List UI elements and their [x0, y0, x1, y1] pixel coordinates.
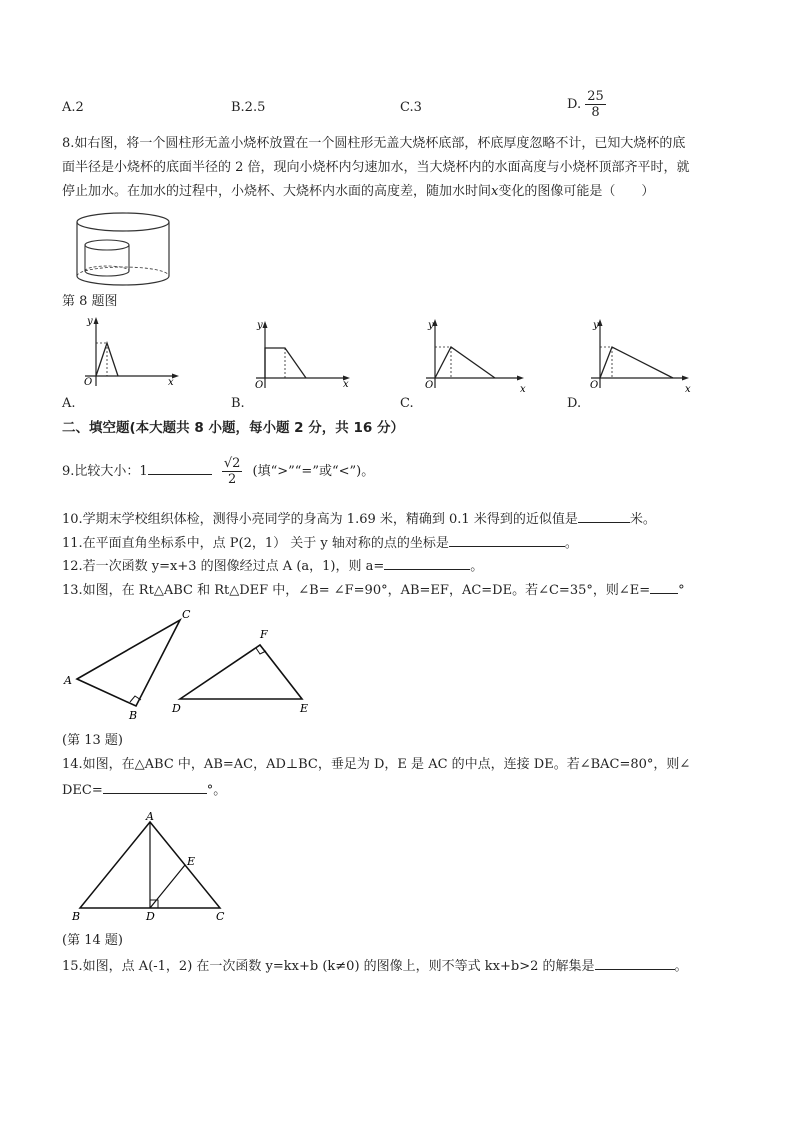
fraction-numerator: √2 — [223, 456, 241, 471]
q11-end: 。 — [564, 536, 578, 551]
label-b: B — [129, 709, 138, 722]
q15-end: 。 — [674, 959, 688, 974]
q9-fraction — [222, 456, 243, 487]
label-b: B — [72, 910, 81, 923]
label-d: D — [146, 910, 155, 923]
q9-text — [62, 452, 374, 492]
q8-option-a: A. — [62, 396, 76, 411]
origin-label: O — [590, 380, 599, 391]
q11-text — [62, 534, 578, 552]
q8-text-line3 — [62, 184, 654, 200]
label-c: C — [216, 910, 225, 923]
q8-text-line2: 面半径是小烧杯的底面半径的 2 倍，现向小烧杯内匀速加水，当大烧杯内的水面高度与小烧杯顶部齐平时，就 — [62, 160, 690, 175]
q8-option-c: C. — [400, 396, 414, 411]
q10-answer-blank[interactable] — [578, 510, 630, 523]
q8-graph-d — [585, 316, 700, 398]
x-axis-label: x — [168, 377, 174, 388]
q13-answer-blank[interactable] — [650, 581, 678, 594]
q14-prefix: DEC= — [62, 783, 103, 798]
q8-option-b: B. — [231, 396, 245, 411]
q13-body: 13.如图，在 Rt△ABC 和 Rt△DEF 中，∠B= ∠F=90°，AB=EF，AC=DE。若∠C=35°，则∠E= — [62, 583, 651, 598]
q15-answer-blank[interactable] — [595, 957, 675, 970]
q8-variable-x: x — [491, 184, 499, 199]
y-axis-label: y — [87, 316, 93, 327]
q8-text-line3-a: 停止加水。在加水的过程中，小烧杯、大烧杯内水面的高度差，随加水时间 — [62, 184, 492, 199]
q7-option-d-label: D. — [567, 97, 582, 112]
q14-caption: (第 14 题) — [62, 933, 123, 948]
q8-graph-b — [250, 318, 360, 398]
q9-suffix: (填“>”“=”或“<”)。 — [252, 464, 375, 479]
q12-text — [62, 557, 483, 575]
q12-body: 12.若一次函数 y=x+3 的图像经过点 A (a，1)，则 a= — [62, 559, 385, 574]
q7-option-d-fraction — [585, 89, 606, 120]
q10-text — [62, 510, 656, 528]
section-heading: 二、填空题(本大题共 8 小题，每小题 2 分，共 16 分） — [62, 420, 404, 436]
q14-answer-blank[interactable] — [103, 781, 207, 794]
q13-triangles-figure — [60, 604, 330, 722]
q7-option-a: A.2 — [62, 100, 84, 115]
q9-answer-blank[interactable] — [148, 462, 212, 475]
label-d: D — [172, 702, 181, 715]
origin-label: O — [425, 380, 434, 391]
q8-graph-c — [420, 316, 532, 398]
label-a: A — [146, 810, 154, 823]
q14-triangle-figure — [66, 808, 236, 926]
q8-graph-a — [75, 314, 185, 396]
q13-caption: (第 13 题) — [62, 733, 123, 748]
q11-answer-blank[interactable] — [449, 534, 565, 547]
q9-prefix: 9.比较大小：1 — [62, 464, 148, 479]
fraction-denominator: 2 — [227, 472, 237, 487]
q8-text-line3-b: 变化的图像可能是（ ） — [498, 184, 655, 199]
q7-option-d — [567, 89, 606, 120]
label-f: F — [260, 628, 268, 641]
origin-label: O — [255, 380, 264, 391]
origin-label: O — [84, 377, 93, 388]
x-axis-label: x — [520, 384, 526, 395]
q15-body: 15.如图，点 A(-1，2) 在一次函数 y=kx+b (k≠0) 的图像上，则不等式 kx+b>2 的解集是 — [62, 959, 595, 974]
fraction-numerator: 25 — [587, 89, 604, 104]
q13-end: ° — [678, 583, 685, 598]
x-axis-label: x — [685, 384, 691, 395]
q14-text-line2 — [62, 781, 226, 799]
y-axis-label: y — [593, 320, 599, 331]
q12-end: 。 — [470, 559, 484, 574]
q8-beaker-figure — [72, 208, 174, 292]
label-c: C — [182, 608, 191, 621]
q11-body: 11.在平面直角坐标系中，点 P(2，1） 关于 y 轴对称的点的坐标是 — [62, 536, 449, 551]
x-axis-label: x — [343, 379, 349, 390]
label-e: E — [187, 855, 196, 868]
q15-text — [62, 957, 688, 975]
q8-option-d: D. — [567, 396, 582, 411]
q7-option-c: C.3 — [400, 100, 422, 115]
fraction-denominator: 8 — [591, 105, 600, 120]
q10-unit: 米。 — [629, 512, 656, 527]
y-axis-label: y — [428, 320, 434, 331]
label-a: A — [64, 674, 72, 687]
y-axis-label: y — [257, 320, 263, 331]
q10-body: 10.学期末学校组织体检，测得小亮同学的身高为 1.69 米，精确到 0.1 米得到的近似值是 — [62, 512, 578, 527]
q7-option-b: B.2.5 — [231, 100, 266, 115]
q13-text — [62, 581, 685, 599]
q8-figure-caption: 第 8 题图 — [62, 294, 118, 309]
label-e: E — [300, 702, 309, 715]
q12-answer-blank[interactable] — [384, 557, 470, 570]
q14-text-line1: 14.如图，在△ABC 中，AB=AC，AD⊥BC，垂足为 D，E 是 AC 的中点，连接 DE。若∠BAC=80°，则∠ — [62, 757, 691, 772]
q14-end: °。 — [206, 783, 227, 798]
q8-text-line1: 8.如右图，将一个圆柱形无盖小烧杯放置在一个圆柱形无盖大烧杯底部，杯底厚度忽略不计，已知大烧杯的底 — [62, 136, 686, 151]
